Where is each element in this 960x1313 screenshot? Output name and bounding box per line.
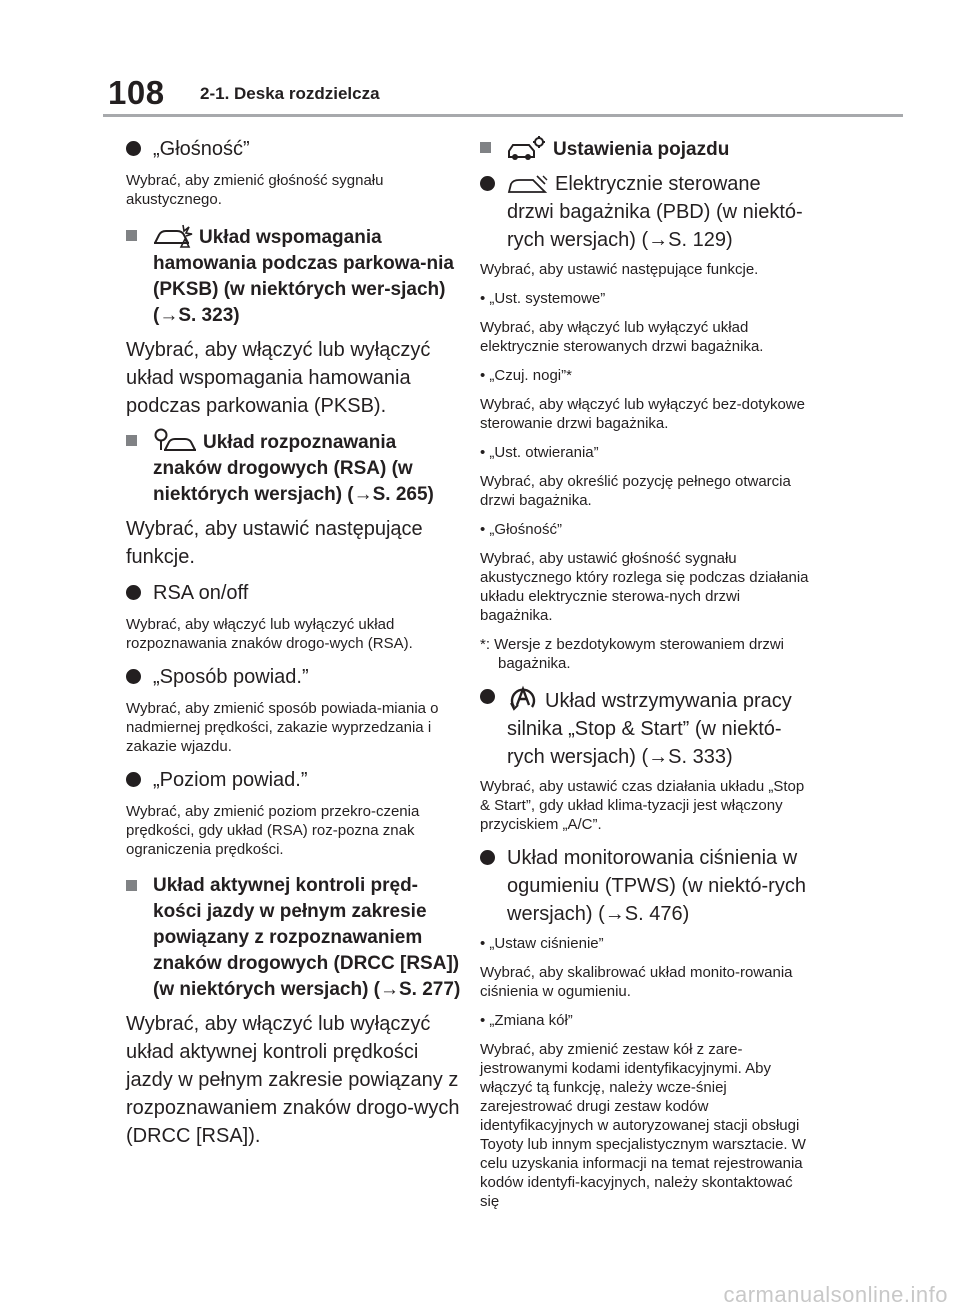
right-column (480, 135, 810, 1221)
description: Wybrać, aby ustawić następujące funkcje. (480, 261, 759, 278)
bullet-dot-icon (126, 135, 141, 156)
left-column (126, 135, 461, 1158)
list-item: • „Ust. systemowe” (480, 290, 606, 307)
bullet-dot-icon (126, 579, 141, 600)
description: Wybrać, aby włączyć lub wyłączyć układ elektrycznie sterowanych drzwi bagażnika. (480, 319, 764, 355)
subsection (480, 135, 810, 163)
pksb-car-icon (153, 223, 193, 249)
subsection-title (507, 135, 810, 163)
footer (0, 1272, 960, 1313)
description: Wybrać, aby ustawić następujące funkcje. (126, 518, 423, 568)
stop-start-title: Układ wstrzymywania pracy silnika „Stop & Start” (w niektó-rych wersjach) (→S. 333) (507, 690, 792, 768)
list-item: • „Czuj. nogi”* (480, 367, 572, 384)
subsection-title: Układ aktywnej kontroli pręd-kości jazdy w pełnym zakresie powiązany z rozpoznawaniem znaków drogowych (DRCC [RSA]) (w niektórych wersjach) (→S. 277) (153, 875, 461, 1000)
list-item: • „Zmiana kół” (480, 1012, 573, 1029)
bullet-title: „Głośność” (153, 138, 250, 160)
bullet-dot-icon (480, 844, 495, 865)
description: Wybrać, aby ustawić czas działania układu „Stop & Start”, gdy układ klima-tyzacji jest włączony przyciskiem „A/C”. (480, 778, 805, 833)
section-title: 2-1. Deska rozdzielcza (200, 84, 380, 103)
bullet-title: „Sposób powiad.” (153, 666, 309, 688)
list-item: • „Ust. otwierania” (480, 444, 599, 461)
subsection (126, 428, 461, 508)
description: Wybrać, aby włączyć lub wyłączyć układ rozpoznawania znaków drogo-wych (RSA). (126, 616, 413, 652)
description: Wybrać, aby włączyć lub wyłączyć układ wspomagania hamowania podczas parkowania (PKSB). (126, 339, 431, 417)
description: Wybrać, aby zmienić poziom przekro-czenia prędkości, gdy układ (RSA) roz-pozna znak ograniczenia prędkości. (126, 803, 420, 858)
bullet-item (126, 766, 461, 794)
bullet-item (480, 683, 810, 771)
bullet-item (126, 579, 461, 607)
description: Wybrać, aby włączyć lub wyłączyć bez-dotykowe sterowanie drzwi bagażnika. (480, 396, 805, 432)
subsection (126, 223, 461, 329)
bullet-dot-icon (480, 683, 495, 704)
bullet-item (126, 663, 461, 691)
subsection (126, 873, 461, 1003)
subsection-title (153, 428, 461, 508)
bullet-dot-icon (126, 766, 141, 787)
description: Wybrać, aby zmienić sposób powiada-miania o nadmiernej prędkości, zakazie wyprzedzania i zakazie wjazdu. (126, 700, 439, 755)
description: Wybrać, aby zmienić zestaw kół z zare-jestrowanymi kodami identyfikacyjnymi. Aby włączyć tą funkcję, należy wcze-śniej zarejestrować drugi zestaw kodów identyfikacyjnych w autoryzowanej stacji obsługi Toyoty lub innym specjalistycznym warsztacie. W celu uzyskania informacji na temat rejestrowania kodów identyfi-kacyjnych, należy skontaktować się (480, 1041, 806, 1210)
road-sign-car-icon (153, 428, 197, 454)
watermark: carmanualsonline.info (723, 1282, 948, 1307)
description: Wybrać, aby skalibrować układ monito-rowania ciśnienia w ogumieniu. (480, 964, 793, 1000)
bullet-item (480, 844, 810, 928)
list-item: • „Głośność” (480, 521, 562, 538)
vehicle-settings-icon (507, 135, 547, 161)
bullet-dot-icon (126, 663, 141, 684)
square-marker-icon (480, 135, 491, 153)
bullet-dot-icon (480, 170, 495, 191)
stop-start-icon (507, 683, 539, 713)
bullet-title: Układ monitorowania ciśnienia w ogumieniu (TPWS) (w niektó-rych wersjach) (→S. 476) (507, 847, 806, 925)
page-number: 108 (108, 74, 165, 111)
bullet-title (507, 170, 810, 254)
description: Wybrać, aby ustawić głośność sygnału akustycznego który rozlega się podczas działania układu elektrycznie sterowa-nych drzwi bagażnika. (480, 550, 809, 624)
bullet-item (480, 170, 810, 254)
description: Wybrać, aby włączyć lub wyłączyć układ aktywnej kontroli prędkości jazdy w pełnym zakresie powiązany z rozpoznawaniem znaków drogo-wych (DRCC [RSA]). (126, 1013, 460, 1147)
rsa-title: Układ rozpoznawania znaków drogowych (RSA) (w niektórych wersjach) (→S. 265) (153, 432, 434, 505)
vehicle-settings-title: Ustawienia pojazdu (553, 139, 730, 160)
bullet-title (507, 683, 810, 771)
subsection-title (153, 223, 461, 329)
header-divider (103, 114, 903, 117)
bullet-title: RSA on/off (153, 582, 249, 604)
description: Wybrać, aby zmienić głośność sygnału akustycznego. (126, 172, 384, 208)
footnote: *: Wersje z bezdotykowym sterowaniem drzwi bagażnika. (480, 636, 784, 672)
bullet-item (126, 135, 461, 163)
list-item: • „Ustaw ciśnienie” (480, 935, 604, 952)
pksb-title: Układ wspomagania hamowania podczas parkowa-nia (PKSB) (w niektórych wer-sjach) (→S. 323) (153, 227, 454, 326)
pbd-title: Elektrycznie sterowane drzwi bagażnika (PBD) (w niektó-rych wersjach) (→S. 129) (507, 173, 803, 251)
power-back-door-icon (507, 174, 549, 196)
square-marker-icon (126, 428, 137, 446)
description: Wybrać, aby określić pozycję pełnego otwarcia drzwi bagażnika. (480, 473, 791, 509)
page-header (0, 0, 960, 120)
square-marker-icon (126, 223, 137, 241)
square-marker-icon (126, 873, 137, 891)
bullet-title: „Poziom powiad.” (153, 769, 308, 791)
